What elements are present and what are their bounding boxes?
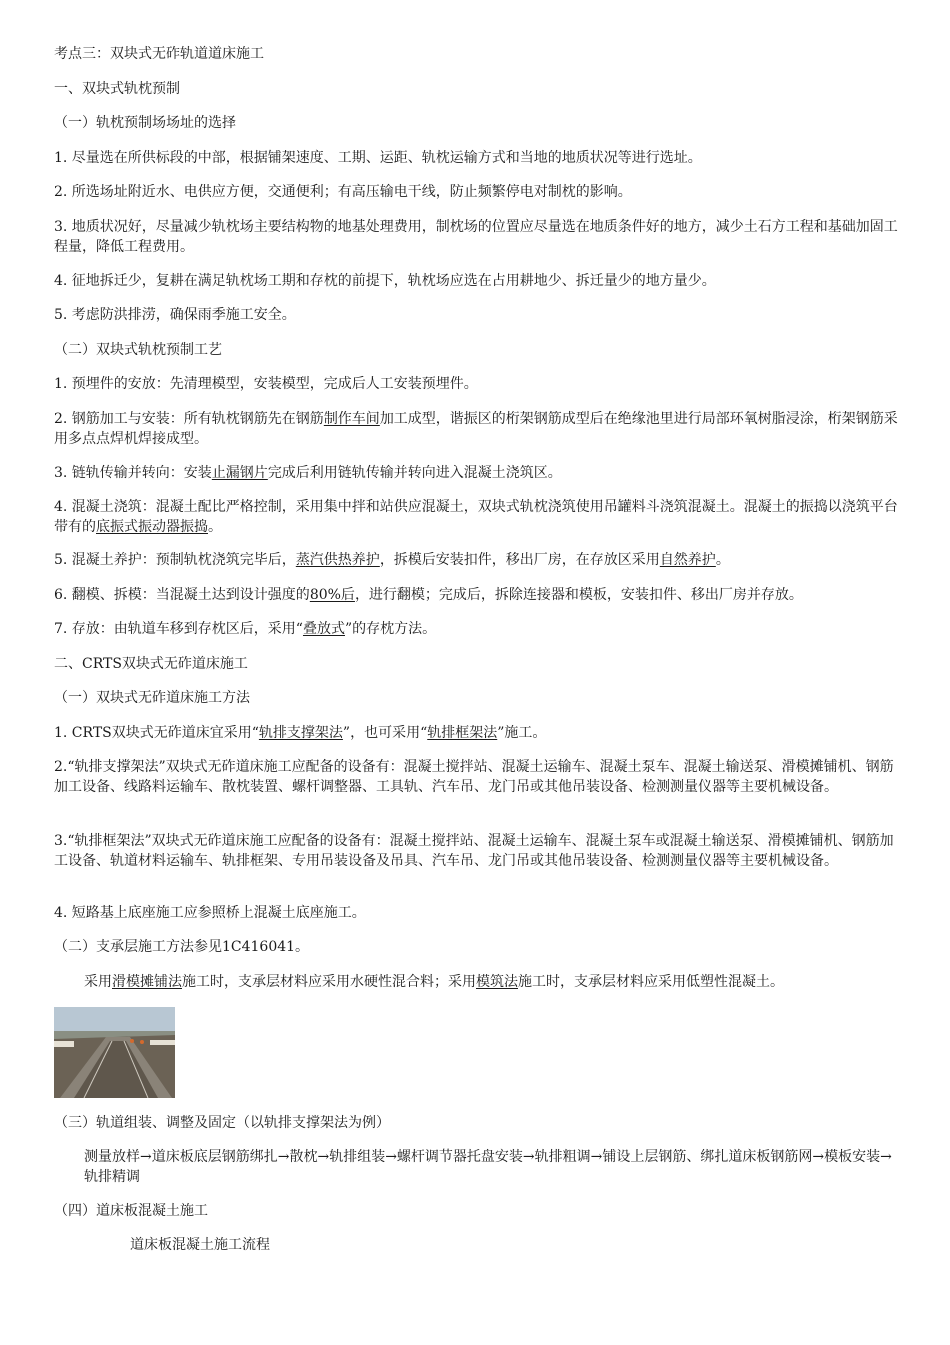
support-layer-paragraph: 采用滑模摊铺法施工时，支承层材料应采用水硬性混合料；采用模筑法施工时，支承层材料应采用低塑性混凝土。	[84, 974, 784, 990]
section2-sub2-heading: （二）支承层施工方法参见1C416041。	[54, 939, 310, 955]
underlined-term: 制作车间	[323, 411, 380, 427]
process-item-4: 4. 混凝土浇筑：混凝土配比严格控制，采用集中拌和站供应混凝土，双块式轨枕浇筑使用吊罐料斗浇筑混凝土。混凝土的振捣以浇筑平台带有的底振式振动器振捣。	[54, 499, 898, 535]
photo-worker	[130, 1039, 134, 1043]
site-item-1: 1. 尽量选在所供标段的中部，根据铺架速度、工期、运距、轨枕运输方式和当地的地质状况等进行选址。	[54, 150, 702, 166]
process-item-3: 3. 链轨传输并转向：安装止漏钢片完成后利用链轨传输并转向进入混凝土浇筑区。	[54, 465, 562, 481]
photo-barrier-right	[150, 1040, 175, 1045]
flowchart-caption: 道床板混凝土施工流程	[130, 1237, 270, 1253]
section2-sub3-heading: （三）轨道组装、调整及固定（以轨排支撑架法为例）	[54, 1115, 390, 1131]
underlined-term: 滑模摊铺法	[112, 974, 182, 990]
section1-sub1-heading: （一）轨枕预制场场址的选择	[54, 115, 236, 131]
site-item-4: 4. 征地拆迁少，复耕在满足轨枕场工期和存枕的前提下，轨枕场应选在占用耕地少、拆迁量少的地方量少。	[54, 273, 716, 289]
method-item-4: 4. 短路基上底座施工应参照桥上混凝土底座施工。	[54, 905, 366, 921]
underlined-term: 轨排框架法	[427, 725, 498, 741]
underlined-term: 自然养护	[659, 552, 716, 568]
section1-sub2-heading: （二）双块式轨枕预制工艺	[54, 342, 222, 358]
underlined-term: 叠放式	[302, 621, 345, 637]
section1-heading: 一、双块式轨枕预制	[54, 81, 180, 97]
process-item-5: 5. 混凝土养护：预制轨枕浇筑完毕后，蒸汽供热养护，拆模后安装扣件，移出厂房，在存放区采用自然养护。	[54, 552, 730, 568]
method-item-1: 1. CRTS双块式无砟道床宜采用“轨排支撑架法”，也可采用“轨排框架法”施工。	[54, 725, 547, 741]
site-item-2: 2. 所选场址附近水、电供应方便，交通便利；有高压输电干线，防止频繁停电对制枕的影响。	[54, 184, 632, 200]
underlined-term: 80%后	[309, 587, 355, 603]
site-item-5: 5. 考虑防洪排涝，确保雨季施工安全。	[54, 307, 296, 323]
underlined-term: 底振式振动器振捣	[96, 519, 208, 535]
photo-worker	[140, 1040, 144, 1044]
underlined-term: 轨排支撑架法	[258, 725, 343, 741]
track-assembly-flow: 测量放样→道床板底层钢筋绑扎→散枕→轨排组装→螺杆调节器托盘安装→轨排粗调→铺设上层钢筋、绑扎道床板钢筋网→模板安装→轨排精调	[84, 1149, 892, 1185]
underlined-term: 止漏钢片	[211, 465, 268, 481]
section2-sub1-heading: （一）双块式无砟道床施工方法	[54, 690, 250, 706]
process-item-2: 2. 钢筋加工与安装：所有轨枕钢筋先在钢筋制作车间加工成型，谐振区的桁架钢筋成型后在绝缘池里进行局部环氧树脂浸涂，桁架钢筋采用多点点焊机焊接成型。	[54, 411, 898, 447]
process-item-1: 1. 预埋件的安放：先清理模型，安装模型，完成后人工安装预埋件。	[54, 376, 478, 392]
process-item-6: 6. 翻模、拆模：当混凝土达到设计强度的80%后，进行翻模；完成后，拆除连接器和模板，安装扣件、移出厂房并存放。	[54, 587, 803, 603]
section2-sub4-heading: （四）道床板混凝土施工	[54, 1203, 208, 1219]
method-item-3: 3.“轨排框架法”双块式无砟道床施工应配备的设备有：混凝土搅拌站、混凝土运输车、混凝土泵车或混凝土输送泵、滑模摊铺机、钢筋加工设备、轨道材料运输车、轨排框架、专用吊装设备及吊具、汽车吊、龙门吊或其他吊装设备、检测测量仪器等主要机械设备。	[54, 833, 894, 869]
construction-photo	[54, 1007, 175, 1098]
underlined-term: 模筑法	[476, 974, 518, 990]
photo-barrier	[54, 1041, 74, 1047]
page-title: 考点三：双块式无砟轨道道床施工	[54, 46, 264, 62]
process-item-7: 7. 存放：由轨道车移到存枕区后，采用“叠放式”的存枕方法。	[54, 621, 437, 637]
method-item-2: 2.“轨排支撑架法”双块式无砟道床施工应配备的设备有：混凝土搅拌站、混凝土运输车、混凝土泵车、混凝土输送泵、滑模摊铺机、钢筋加工设备、线路料运输车、散枕装置、螺杆调整器、工具轨、汽车吊、龙门吊或其他吊装设备、检测测量仪器等主要机械设备。	[54, 759, 894, 795]
underlined-term: 蒸汽供热养护	[295, 552, 380, 568]
section2-heading: 二、CRTS双块式无砟道床施工	[54, 656, 248, 672]
site-item-3: 3. 地质状况好，尽量减少轨枕场主要结构物的地基处理费用，制枕场的位置应尽量选在地质条件好的地方，减少土石方工程和基础加固工程量，降低工程费用。	[54, 219, 898, 255]
